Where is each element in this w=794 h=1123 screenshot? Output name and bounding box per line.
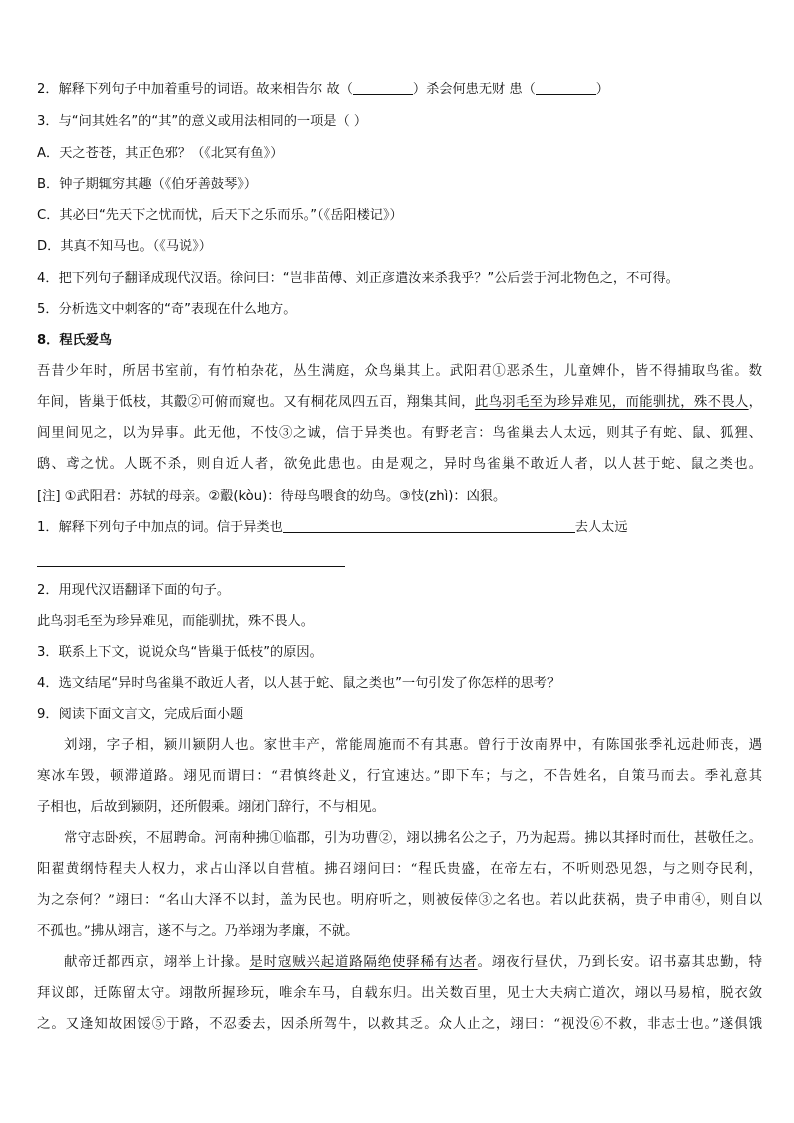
section-9-title: 9．阅读下面文言文，完成后面小题 — [37, 707, 244, 722]
passage-9-line: 子相也，后故到颍阴，还所假乘。翊闭门辞行，不与相见。 — [37, 800, 386, 815]
passage-8-line: 吾昔少年时，所居书室前，有竹柏杂花，丛生满庭，众鸟巢其上。武阳君①恶杀生，儿童婢仆，皆不得捕取鸟雀。数 — [37, 364, 762, 379]
answer-blank[interactable] — [536, 80, 596, 95]
option-d: D．其真不知马也。（《马说》） — [37, 239, 212, 254]
passage-8-line: 闾里间见之，以为异事。此无他，不忮③之诚，信于异类也。有野老言：鸟雀巢去人太远，则其子有蛇、鼠、狐狸、 — [37, 426, 762, 441]
underlined-sentence: 此鸟羽毛至为珍异难见，而能驯扰，殊不畏人 — [474, 395, 749, 410]
underlined-sentence: 是时寇贼兴起道路隔绝使驿稀有达者 — [249, 955, 478, 970]
question-5: 5．分析选文中刺客的“奇”表现在什么地方。 — [37, 302, 297, 317]
answer-blank[interactable] — [283, 518, 575, 533]
question-4: 4．把下列句子翻译成现代汉语。徐问曰：“岂非苗傅、刘正彦遣汝来杀我乎？”公后尝于河北物色之，不可得。 — [37, 271, 679, 286]
passage-9-line: 不孤也。”拂从翊言，遂不与之。乃举翊为孝廉，不就。 — [37, 924, 359, 939]
passage-9-line: 阳翟黄纲恃程夫人权力，求占山泽以自营植。拂召翊问曰：“程氏贵盛，在帝左右，不听则恐见怨，与之则夺民利， — [37, 862, 762, 877]
passage-9-line: 献帝迁都西京，翊举上计掾。是时寇贼兴起道路隔绝使驿稀有达者。翊夜行昼伏，乃到长安。诏书嘉其忠勤，特 — [64, 955, 763, 970]
question-8-2: 2．用现代汉语翻译下面的句子。 — [37, 583, 231, 598]
question-8-4: 4．选文结尾“异时鸟雀巢不敢近人者，以人甚于蛇、鼠之类也”一句引发了你怎样的思考？ — [37, 676, 561, 691]
option-b: B．钟子期辄穷其趣（《伯牙善鼓琴》） — [37, 177, 258, 192]
passage-9-line: 寒冰车毁，顿滞道路。翊见而谓曰：“君慎终赴义，行宜速达。”即下车；与之，不告姓名，自策马而去。季礼意其 — [37, 769, 762, 784]
passage-9-line: 为之奈何？”翊曰：“名山大泽不以封，盖为民也。明府听之，则被佞倖③之名也。若以此获祸，贵子申甫④，则自以 — [37, 893, 762, 908]
section-8-title: 8．程氏爱鸟 — [37, 333, 113, 348]
footnote-8: [注] ①武阳君：苏轼的母亲。②鷇(kòu)：待母鸟喂食的幼鸟。③忮(zhì)：凶狠。 — [37, 489, 507, 504]
answer-line[interactable] — [37, 566, 345, 567]
question-8-2-sentence: 此鸟羽毛至为珍异难见，而能驯扰，殊不畏人。 — [37, 614, 314, 629]
passage-8-line: 年间，皆巢于低枝，其鷇②可俯而窥也。又有桐花凤四五百，翔集其间，此鸟羽毛至为珍异难见，而能驯扰，殊不畏人， — [37, 395, 763, 410]
passage-9-line: 常守志卧疾，不屈聘命。河南种拂①临郡，引为功曹②，翊以拂名公之子，乃为起焉。拂以其择时而仕，甚敬任之。 — [64, 831, 762, 846]
passage-9-line: 刘翊，字子相，颍川颍阴人也。家世丰产，常能周施而不有其惠。曾行于汝南界中，有陈国张季礼远赴师丧，遇 — [64, 738, 762, 753]
answer-blank[interactable] — [353, 80, 413, 95]
question-3: 3．与“问其姓名”的“其”的意义或用法相同的一项是（ ） — [37, 114, 368, 129]
question-8-3: 3．联系上下文，说说众鸟“皆巢于低枝”的原因。 — [37, 645, 323, 660]
option-a: A．天之苍苍，其正色邪？（《北冥有鱼》） — [37, 146, 284, 161]
question-2: 2．解释下列句子中加着重号的词语。故来相告尔 故（ ）杀会何患无财 患（ ） — [37, 82, 609, 97]
passage-8-line: 鸱、鸢之忧。人既不杀，则自近人者，欲免此患也。由是观之，异时鸟雀巢不敢近人者，以人甚于蛇、鼠之类也。 — [37, 457, 762, 472]
question-8-1: 1．解释下列句子中加点的词。信于异类也 去人太远 — [37, 520, 628, 535]
passage-9-line: 拜议郎，迁陈留太守。翊散所握珍玩，唯余车马，自载东归。出关数百里，见士大夫病亡道次，翊以马易棺，脱衣敛 — [37, 986, 762, 1001]
option-c: C．其必曰“先天下之忧而忧，后天下之乐而乐。”（《岳阳楼记》） — [37, 208, 403, 223]
passage-9-line: 之。又逢知故困馁⑤于路，不忍委去，因杀所驾牛，以救其乏。众人止之，翊曰：“视没⑥不救，非志士也。”遂俱饿 — [37, 1017, 762, 1032]
